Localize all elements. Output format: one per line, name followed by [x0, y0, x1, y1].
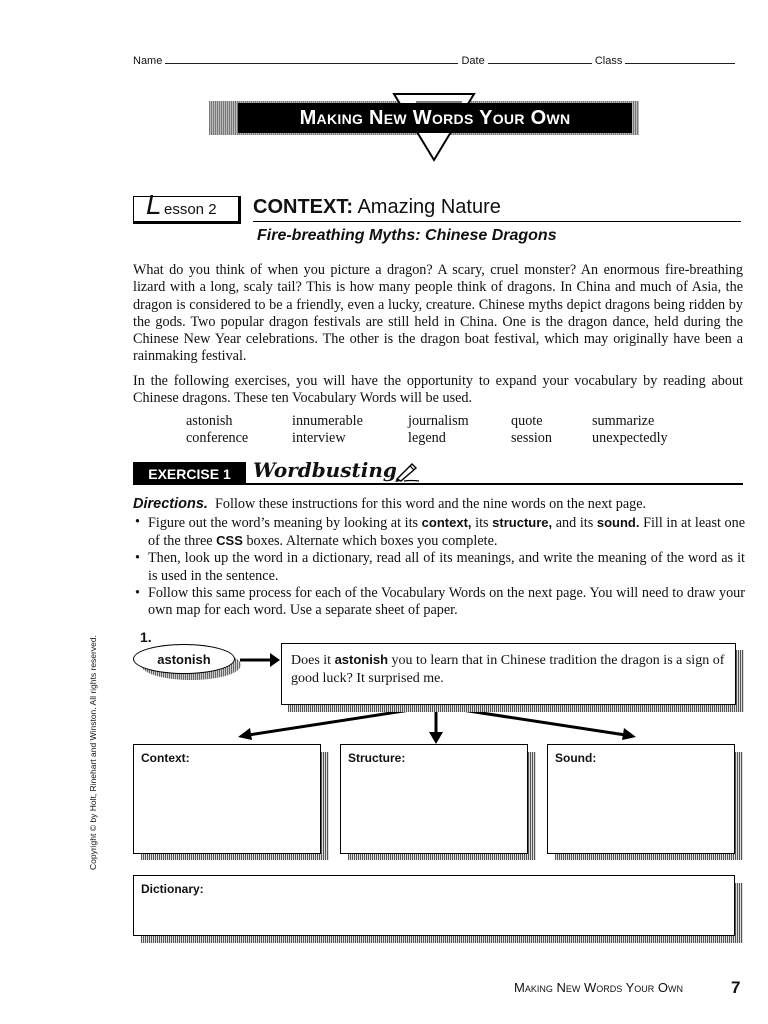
class-field[interactable]	[625, 54, 735, 64]
word-oval: astonish	[133, 644, 235, 674]
exercise-title: Wordbusting	[253, 458, 401, 482]
exercise-label: EXERCISE 1	[133, 462, 246, 485]
bullet-item: • Then, look up the word in a dictionary, read all of its meanings, and write the meaning of the word as it is used in the sentence.	[133, 550, 745, 584]
vocab-word: summarize	[592, 413, 655, 429]
dictionary-box[interactable]	[133, 875, 735, 936]
vocab-word: journalism	[408, 413, 469, 429]
directions-label: Directions.	[133, 496, 208, 512]
context-box[interactable]	[133, 744, 321, 854]
sound-box[interactable]	[547, 744, 735, 854]
vocab-word: session	[511, 430, 552, 446]
lesson-subtitle: Fire-breathing Myths: Chinese Dragons	[257, 227, 557, 244]
name-label: Name	[133, 55, 163, 67]
name-field[interactable]	[165, 54, 458, 64]
vocab-word: conference	[186, 430, 249, 446]
lesson-badge	[133, 189, 241, 224]
sentence-box: Does it astonish you to learn that in Chinese tradition the dragon is a sign of good luck? It surprised me.	[281, 643, 736, 705]
vocab-word: innumerable	[292, 413, 363, 429]
date-field[interactable]	[488, 54, 592, 64]
sound-box-label: Sound:	[555, 751, 597, 765]
student-info-header	[133, 54, 737, 67]
date-label: Date	[461, 55, 485, 67]
vocab-word: interview	[292, 430, 346, 446]
context-heading	[253, 196, 741, 222]
vocab-word: unexpectedly	[592, 430, 668, 446]
banner-title: Making New Words Your Own	[238, 103, 632, 133]
footer-title: Making New Words Your Own	[514, 980, 683, 995]
directions-bullets	[133, 514, 745, 619]
bullet-item: • Figure out the word’s meaning by looking at its context, its structure, and its sound. Fill in at least one of the three CSS boxes. Alternate which boxes you complete.	[133, 514, 745, 550]
lesson-number: esson 2	[164, 201, 217, 218]
vocab-word: quote	[511, 413, 543, 429]
directions	[133, 496, 745, 513]
vocab-intro-paragraph: In the following exercises, you will have the opportunity to expand your vocabulary by reading about Chinese dragons. These ten Vocabulary Words will be used.	[133, 373, 743, 407]
context-box-label: Context:	[141, 751, 190, 765]
pencil-icon	[394, 460, 420, 482]
copyright-notice: Copyright © by Holt, Rinehart and Winston. All rights reserved.	[88, 635, 98, 870]
structure-box[interactable]	[340, 744, 528, 854]
vocab-word: astonish	[186, 413, 233, 429]
context-label: CONTEXT:	[253, 196, 353, 218]
bullet-item: • Follow this same process for each of the Vocabulary Words on the next page. You will need to draw your own map for each word. Use a separate sheet of paper.	[133, 585, 745, 619]
structure-box-label: Structure:	[348, 751, 406, 765]
directions-text: Follow these instructions for this word and the nine words on the next page.	[215, 496, 647, 512]
context-topic: Amazing Nature	[357, 196, 501, 218]
intro-paragraph: What do you think of when you picture a dragon? A scary, cruel monster? An enormous fire-breathing lizard with a long, scaly tail? This is how many people think of dragons. In China and much of Asia, the dragon is considered to be a friendly, even a lucky, creature. Chinese myths depict dragons being ridden by the gods. Two popular dragon festivals are still held in China. One is the dragon dance, held during the Chinese New Year celebrations. The other is the dragon boat festival, which may originally have been a rainmaking festival.	[133, 262, 743, 365]
vocab-word: legend	[408, 430, 446, 446]
page-number: 7	[731, 978, 741, 997]
dictionary-box-label: Dictionary:	[141, 882, 204, 896]
class-label: Class	[594, 55, 623, 67]
lesson-initial: L	[146, 189, 162, 220]
item-number: 1.	[140, 629, 152, 645]
